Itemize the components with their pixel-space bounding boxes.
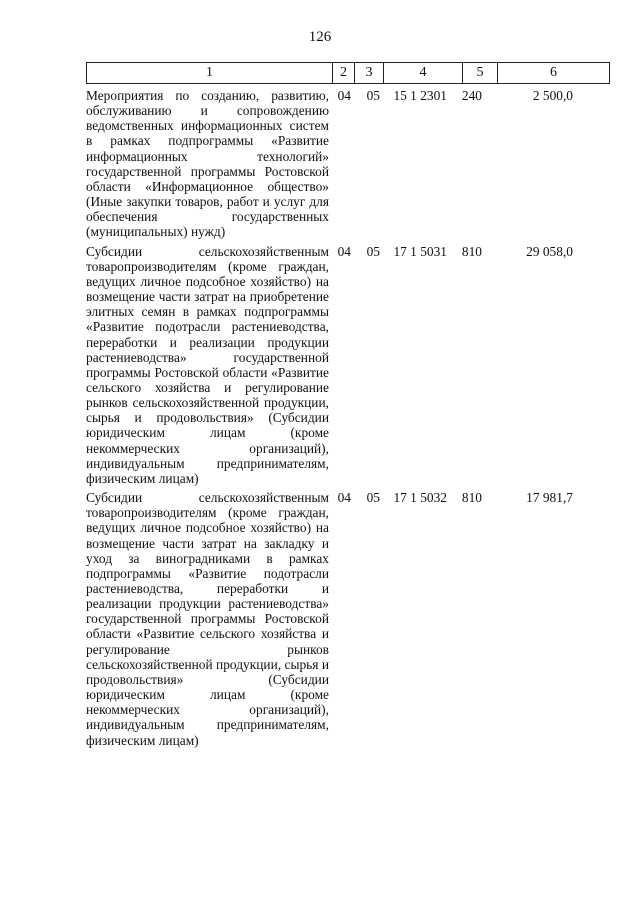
row-description: Субсидии сельскохозяйственным товаропроизводителям (кроме граждан, ведущих личное подсобное хозяйство) на возмещение части затрат на закладку и уход за виноградниками в рамках подпрограммы «Развитие подотрасли растениеводства, переработки и реализации продукции растениеводства» государственной программы Ростовской области «Развитие сельского хозяйства и регулирование рынков сельскохозяйственной продукции, сырья и продовольствия» (Субсидии юридическим лицам (кроме некоммерческих организаций), индивидуальным предпринимателям, физическим лицам) <box>86 490 329 748</box>
row-subsection: 05 <box>366 88 380 103</box>
row-section: 04 <box>337 88 351 103</box>
row-target-code: 17 1 5032 <box>393 490 447 506</box>
table-body <box>86 88 609 748</box>
page-number: 126 <box>308 29 332 45</box>
row-subsection: 05 <box>366 243 380 259</box>
header-col-1: 1 <box>87 63 333 84</box>
row-amount: 2 500,0 <box>532 88 573 103</box>
row-section: 04 <box>337 243 351 259</box>
row-expense-type: 810 <box>461 243 482 259</box>
row-expense-type: 240 <box>461 88 482 103</box>
row-section: 04 <box>337 490 351 506</box>
table-row <box>86 88 609 240</box>
row-subsection: 05 <box>366 490 380 506</box>
table-row <box>86 244 609 487</box>
header-col-4: 4 <box>384 63 463 84</box>
row-target-code: 17 1 5031 <box>393 243 447 259</box>
header-col-2: 2 <box>333 63 355 84</box>
row-amount: 17 981,7 <box>526 490 573 506</box>
table-row <box>86 490 609 748</box>
row-expense-type: 810 <box>461 490 482 506</box>
row-description: Мероприятия по созданию, развитию, обслуживанию и сопровождению ведомственных информационных систем в рамках подпрограммы «Развитие информационных технологий» государственной программы Ростовской области «Информационное общество» (Иные закупки товаров, работ и услуг для обеспечения государственных (муниципальных) нужд) <box>86 88 329 240</box>
table-header <box>86 62 610 84</box>
header-col-3: 3 <box>355 63 384 84</box>
row-description: Субсидии сельскохозяйственным товаропроизводителям (кроме граждан, ведущих личное подсобное хозяйство) на возмещение части затрат на приобретение элитных семян в рамках подпрограммы «Развитие подотрасли растениеводства, переработки и реализации продукции растениеводства» государственной программы Ростовской области «Развитие сельского хозяйства и регулирование рынков сельскохозяйственной продукции, сырья и продовольствия» (Субсидии юридическим лицам (кроме некоммерческих организаций), индивидуальным предпринимателям, физическим лицам) <box>86 243 329 486</box>
header-col-5: 5 <box>463 63 498 84</box>
header-col-6: 6 <box>498 63 610 84</box>
row-amount: 29 058,0 <box>526 243 573 259</box>
row-target-code: 15 1 2301 <box>393 88 447 103</box>
